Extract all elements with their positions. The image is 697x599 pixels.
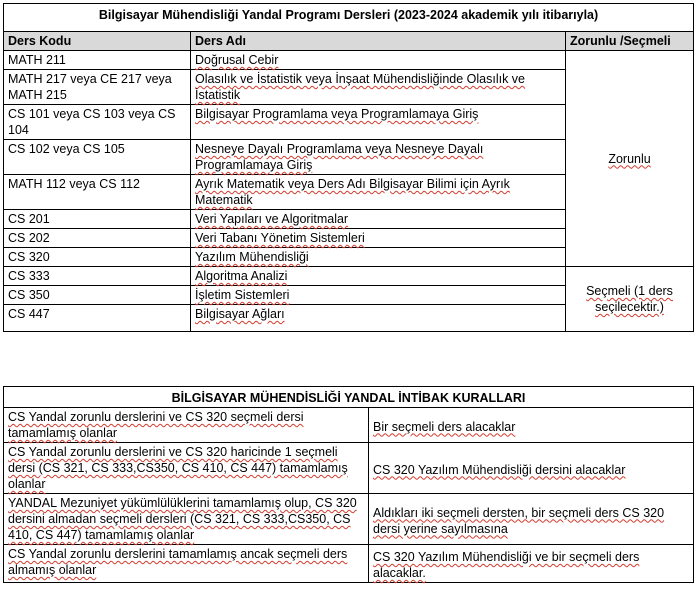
course-table-title: Bilgisayar Mühendisliği Yandal Programı Dersleri (2023-2024 akademik yılı itibarıyla)	[4, 4, 694, 32]
header-required-elective: Zorunlu /Seçmeli	[566, 32, 694, 51]
course-code: MATH 217 veya CE 217 veya MATH 215	[4, 70, 191, 105]
course-name: Yazılım Mühendisliği	[191, 248, 566, 267]
course-name: Veri Tabanı Yönetim Sistemleri	[191, 229, 566, 248]
course-name: Veri Yapıları ve Algoritmalar	[191, 210, 566, 229]
table-row	[4, 443, 694, 494]
rule-result: CS 320 Yazılım Mühendisliği ve bir seçmeli ders alacaklar.	[369, 545, 694, 583]
course-name: Ayrık Matematik veya Ders Adı Bilgisayar Bilimi için Ayrık Matematik	[191, 175, 566, 210]
course-code: MATH 211	[4, 51, 191, 70]
course-name: Olasılık ve İstatistik veya İnşaat Mühendisliğinde Olasılık ve İstatistik	[191, 70, 566, 105]
rule-result: Aldıkları iki seçmeli dersten, bir seçmeli ders CS 320 dersi yerine sayılmasına	[369, 494, 694, 545]
course-code: CS 447	[4, 305, 191, 332]
course-code: CS 102 veya CS 105	[4, 140, 191, 175]
course-table	[3, 3, 694, 332]
table-row	[4, 494, 694, 545]
header-course-code: Ders Kodu	[4, 32, 191, 51]
adaptation-rules-table	[3, 386, 694, 583]
course-name: Algoritma Analizi	[191, 267, 566, 286]
rule-result: Bir seçmeli ders alacaklar	[369, 408, 694, 443]
table-row	[4, 267, 694, 286]
elective-label: Seçmeli (1 ders seçilecektir.)	[566, 267, 694, 332]
rule-result: CS 320 Yazılım Mühendisliği dersini alacaklar	[369, 443, 694, 494]
course-name: Bilgisayar Ağları	[191, 305, 566, 332]
table-row	[4, 545, 694, 583]
course-name: İşletim Sistemleri	[191, 286, 566, 305]
rules-table-title: BİLGİSAYAR MÜHENDİSLİĞİ YANDAL İNTİBAK KURALLARI	[4, 387, 694, 408]
course-code: MATH 112 veya CS 112	[4, 175, 191, 210]
table-row	[4, 51, 694, 70]
course-table-header	[4, 32, 694, 51]
course-name: Doğrusal Cebir	[191, 51, 566, 70]
course-code: CS 101 veya CS 103 veya CS 104	[4, 105, 191, 140]
course-name: Nesneye Dayalı Programlama veya Nesneye Dayalı Programlamaya Giriş	[191, 140, 566, 175]
course-code: CS 202	[4, 229, 191, 248]
course-code: CS 201	[4, 210, 191, 229]
header-course-name: Ders Adı	[191, 32, 566, 51]
rule-condition: CS Yandal zorunlu derslerini tamamlamış ancak seçmeli ders almamış olanlar	[4, 545, 369, 583]
required-label: Zorunlu	[566, 51, 694, 267]
rule-condition: CS Yandal zorunlu derslerini ve CS 320 haricinde 1 seçmeli dersi (CS 321, CS 333,CS350, CS 410, CS 447) tamamlamış olanlar	[4, 443, 369, 494]
course-code: CS 333	[4, 267, 191, 286]
rule-condition: CS Yandal zorunlu derslerini ve CS 320 seçmeli dersi tamamlamış olanlar	[4, 408, 369, 443]
course-code: CS 320	[4, 248, 191, 267]
course-name: Bilgisayar Programlama veya Programlamaya Giriş	[191, 105, 566, 140]
course-code: CS 350	[4, 286, 191, 305]
table-row	[4, 408, 694, 443]
rule-condition: YANDAL Mezuniyet yükümlülüklerini tamamlamış olup, CS 320 dersini almadan seçmeli dersleri (CS 321, CS 333,CS350, CS 410, CS 447) tamamlamış olanlar	[4, 494, 369, 545]
